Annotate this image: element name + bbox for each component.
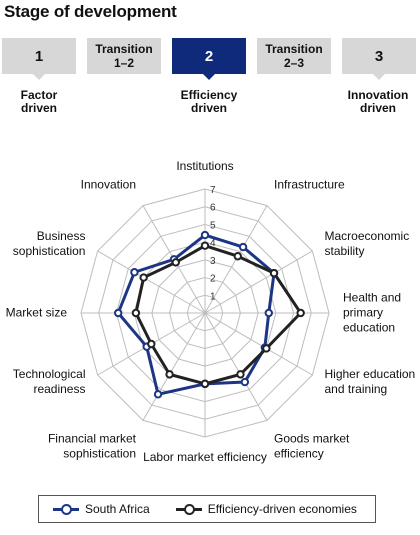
series-2-point-6 (237, 371, 243, 377)
legend-swatch-efficiency (176, 503, 202, 515)
stage-box-2-label: 2 (204, 47, 214, 65)
scale-label-7: 7 (210, 185, 216, 196)
axis-label-9: Technological readiness (12, 367, 86, 396)
series-2-point-9 (148, 341, 154, 347)
scale-label-4: 4 (210, 238, 216, 250)
axis-label-6: Goods market efficiency (274, 431, 350, 461)
scale-label-2: 2 (210, 273, 216, 285)
series-2-point-3 (271, 270, 277, 276)
stage-caption-factor-line2: driven (20, 101, 57, 115)
axis-label-8: Financial market sophistication (47, 431, 136, 461)
legend-label-efficiency: Efficiency-driven economies (207, 502, 357, 516)
stage-caption-efficiency-line1: Efficiency (180, 88, 238, 102)
axis-label-12: Innovation (80, 177, 136, 192)
series-1-point-6 (242, 379, 248, 385)
scale-label-5: 5 (210, 220, 216, 232)
axis-label-2: Infrastructure (274, 177, 345, 192)
stage-transition-1-2-line1: Transition (95, 42, 153, 56)
series-1-point-8 (155, 391, 161, 397)
axis-label-3: Macroeconomic stability (324, 229, 410, 258)
series-1-point-1 (202, 232, 208, 238)
stage-transition-1-2-line2: 1–2 (113, 56, 135, 70)
legend-swatch-south-africa (53, 503, 79, 515)
axis-label-5: Higher education and training (324, 367, 416, 396)
stage-caption-innovation-line2: driven (359, 101, 396, 115)
axis-label-11: Business sophistication (12, 229, 86, 258)
series-2-point-8 (166, 371, 172, 377)
stage-transition-2-3-line1: Transition (265, 42, 323, 56)
scale-label-6: 6 (210, 202, 216, 214)
legend-item-south-africa (53, 502, 150, 516)
legend-label-south-africa: South Africa (85, 502, 150, 516)
series-1-point-4 (266, 310, 272, 316)
series-1-point-10 (115, 310, 121, 316)
page-title: Stage of development (4, 2, 177, 21)
legend-item-efficiency (176, 502, 357, 516)
series-2-point-4 (297, 310, 303, 316)
axis-label-10: Market size (5, 305, 67, 320)
axis-label-4: Health and primary education (343, 290, 402, 335)
stage-transition-2-3-line2: 2–3 (283, 56, 305, 70)
series-2-point-12 (173, 259, 179, 265)
stage-caption-efficiency-line2: driven (190, 101, 227, 115)
series-2-point-7 (202, 381, 208, 387)
series-2-point-10 (133, 310, 139, 316)
stage-caption-innovation-line1: Innovation (347, 88, 409, 102)
series-1-point-2 (240, 244, 246, 250)
scale-label-3: 3 (210, 255, 216, 267)
series-2-point-5 (263, 345, 269, 351)
scale-label-1: 1 (210, 291, 216, 303)
series-2-point-1 (202, 242, 208, 248)
series-2-point-11 (140, 274, 146, 280)
stage-box-1-label: 1 (34, 47, 44, 65)
chart-legend (38, 495, 376, 523)
stage-box-3-label: 3 (374, 47, 384, 65)
axis-label-1: Institutions (176, 159, 234, 173)
axis-label-7: Labor market efficiency (143, 450, 267, 464)
series-1-point-11 (131, 269, 137, 275)
stage-caption-factor-line1: Factor (20, 88, 58, 102)
series-2-point-2 (235, 253, 241, 259)
